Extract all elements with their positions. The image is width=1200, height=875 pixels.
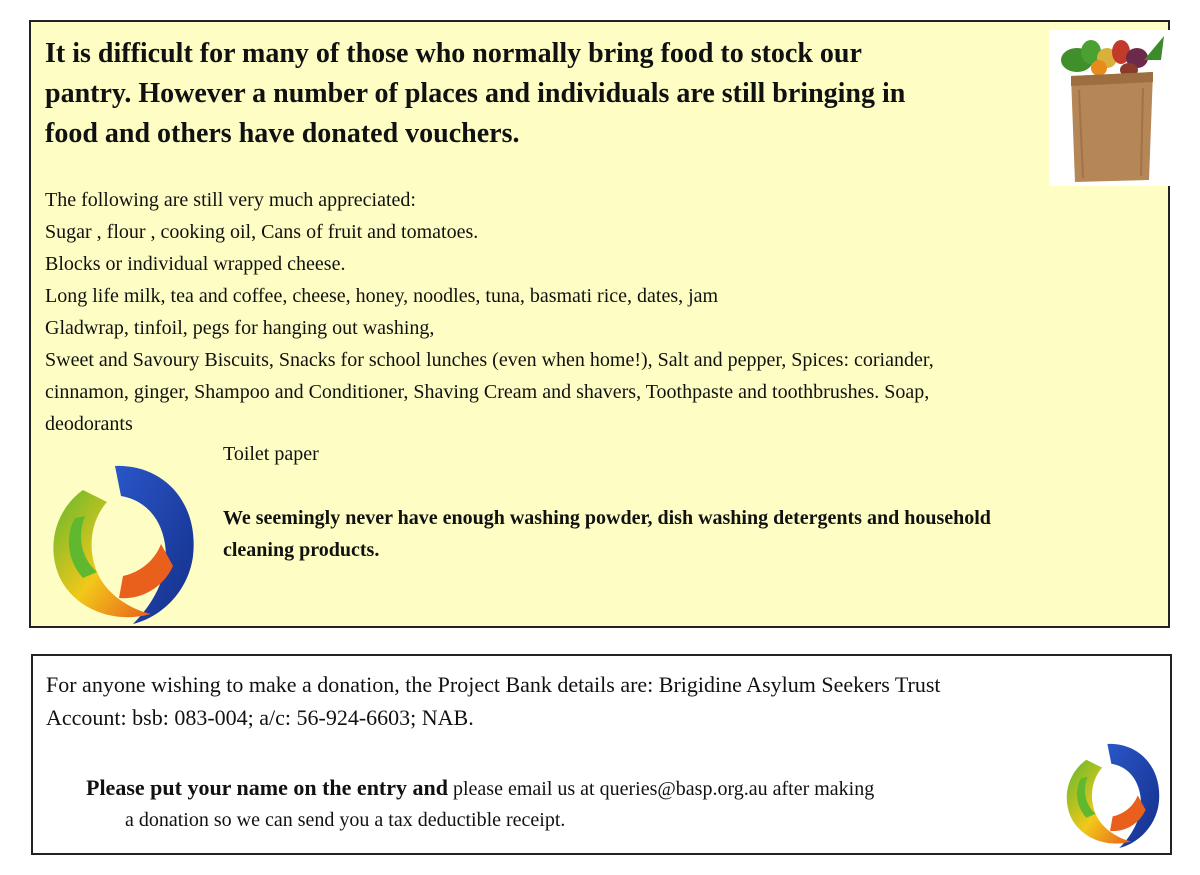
name-on-entry-text: Please put your name on the entry and xyxy=(86,775,448,800)
bold-note-line: cleaning products. xyxy=(223,539,380,561)
email-instruction xyxy=(86,772,874,805)
body-line: cinnamon, ginger, Shampoo and Conditioner, Shaving Cream and shavers, Toothpaste and toothbrushes. Soap, xyxy=(45,381,930,403)
body-line: Sweet and Savoury Biscuits, Snacks for school lunches (even when home!), Salt and pepper, Spices: coriander, xyxy=(45,349,934,371)
donation-line: Account: bsb: 083-004; a/c: 56-924-6603; NAB. xyxy=(46,705,474,730)
pantry-notice-box xyxy=(29,20,1170,628)
notice-headline xyxy=(45,34,1035,154)
never-enough-note xyxy=(223,502,1163,566)
headline-line: food and others have donated vouchers. xyxy=(45,118,520,149)
grocery-bag-icon xyxy=(1049,30,1173,186)
body-line: deodorants xyxy=(45,413,133,435)
body-line: The following are still very much appreciated: xyxy=(45,189,416,211)
body-line: Long life milk, tea and coffee, cheese, honey, noodles, tuna, basmati rice, dates, jam xyxy=(45,285,719,307)
bank-details xyxy=(46,668,941,734)
headline-line: It is difficult for many of those who normally bring food to stock our xyxy=(45,38,862,69)
body-line: Sugar , flour , cooking oil, Cans of fruit and tomatoes. xyxy=(45,221,479,243)
receipt-text: a donation so we can send you a tax deductible receipt. xyxy=(125,809,566,831)
logo-swirl-icon xyxy=(37,460,207,630)
headline-line: pantry. However a number of places and individuals are still bringing in xyxy=(45,78,906,109)
logo-swirl-icon xyxy=(1056,740,1168,852)
email-text: please email us at queries@basp.org.au after making xyxy=(448,778,875,800)
donation-box xyxy=(31,654,1172,855)
body-line: Blocks or individual wrapped cheese. xyxy=(45,253,346,275)
body-line: Gladwrap, tinfoil, pegs for hanging out washing, xyxy=(45,317,435,339)
bold-note-line: We seemingly never have enough washing powder, dish washing detergents and household xyxy=(223,507,991,529)
donation-line: For anyone wishing to make a donation, the Project Bank details are: Brigidine Asylum Seekers Trust xyxy=(46,672,941,697)
toilet-paper-item: Toilet paper xyxy=(223,443,319,465)
appreciated-items xyxy=(45,184,1155,440)
